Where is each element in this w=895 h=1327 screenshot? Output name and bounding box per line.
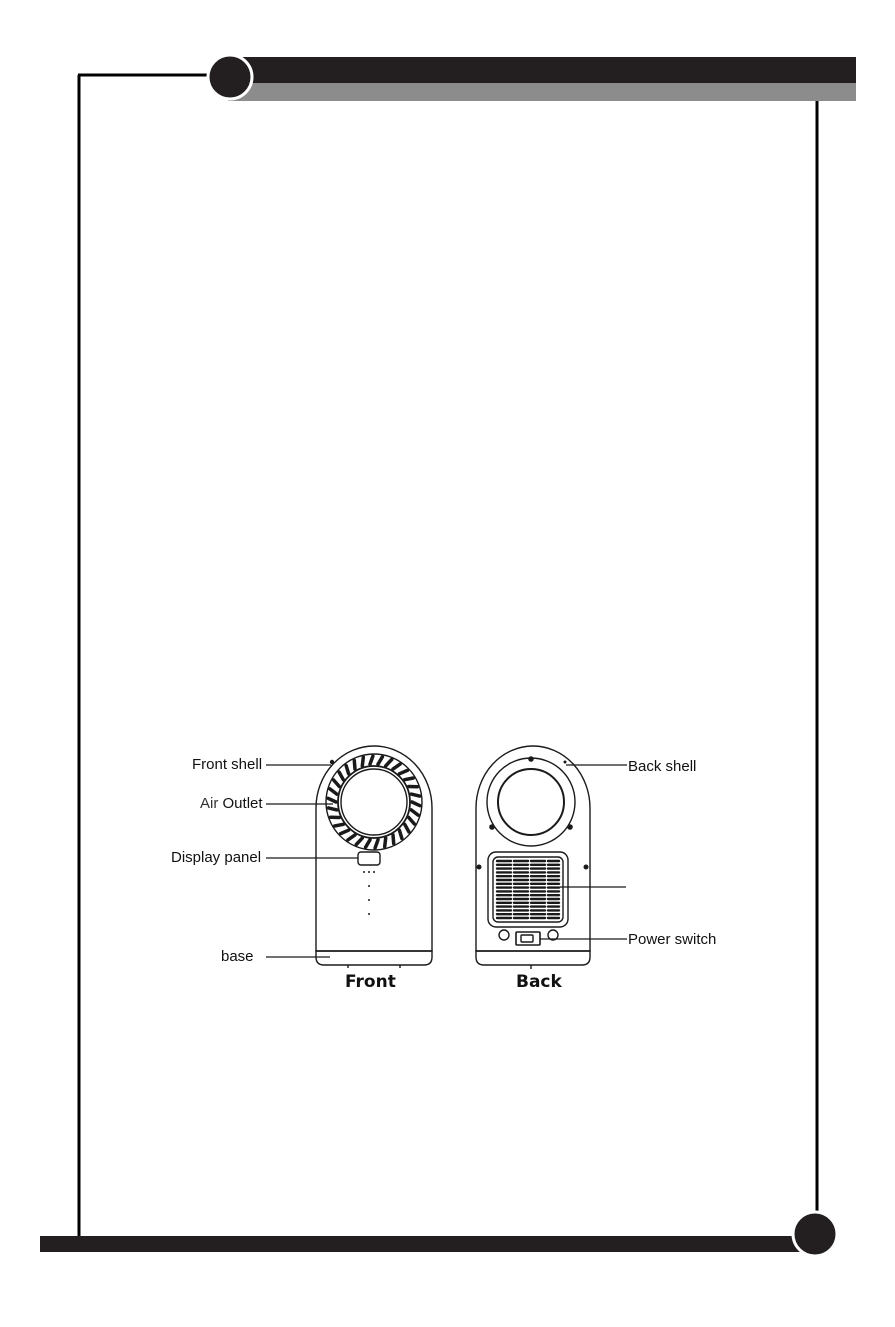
outlet-fin — [405, 778, 414, 780]
label-air-outlet — [200, 795, 263, 813]
back-power-rocker — [521, 935, 533, 942]
front-indicator-dots — [363, 871, 375, 915]
indicator-dot — [368, 913, 370, 915]
front-base — [316, 951, 432, 965]
outlet-fin — [409, 818, 415, 825]
outlet-fin — [386, 760, 392, 766]
outlet-fin — [362, 757, 363, 766]
view-title-back: Back — [516, 972, 562, 992]
front-outlet-inner-ring — [338, 766, 410, 838]
outlet-fin — [328, 808, 336, 810]
back-base — [476, 951, 590, 965]
outlet-fin — [399, 830, 402, 838]
outlet-fin — [411, 794, 419, 796]
outlet-fin — [348, 835, 355, 840]
back-foot-left — [499, 930, 509, 940]
screw — [489, 824, 495, 830]
outlet-fin — [405, 824, 409, 832]
back-view — [476, 746, 590, 969]
outlet-fin — [385, 838, 386, 847]
label-air-outlet-suffix: Outlet — [222, 795, 263, 812]
label-display-panel: Display panel — [171, 849, 262, 866]
outlet-fin — [393, 764, 400, 769]
outlet-fin — [399, 770, 407, 773]
back-body-outline — [476, 746, 590, 951]
front-shell-dot — [331, 761, 334, 764]
front-outlet-lens — [341, 769, 407, 835]
label-base: base — [221, 948, 254, 965]
label-front-shell: Front shell — [192, 756, 263, 773]
indicator-dot — [373, 871, 375, 873]
screw — [584, 865, 589, 870]
outlet-fin — [341, 830, 349, 833]
callout-lines — [266, 765, 627, 957]
back-shell-dot — [564, 761, 567, 764]
indicator-dot — [363, 871, 365, 873]
outlet-fin — [339, 772, 343, 780]
outlet-fin — [330, 789, 337, 794]
label-air-outlet-prefix: Air — [200, 795, 219, 812]
back-power-switch — [516, 932, 540, 945]
back-grille-slots — [497, 861, 559, 918]
outlet-fin — [412, 802, 420, 806]
label-power-switch: Power switch — [628, 931, 717, 948]
screw — [528, 756, 534, 762]
outlet-fin — [370, 756, 373, 764]
indicator-dot — [368, 871, 370, 873]
outlet-fin — [334, 780, 340, 787]
outlet-fin — [393, 835, 394, 844]
outlet-fin — [411, 810, 418, 815]
outlet-fin — [366, 840, 370, 847]
screw — [477, 865, 482, 870]
outlet-fin — [375, 840, 378, 848]
front-outlet-fins — [328, 756, 420, 848]
outlet-fin — [356, 838, 362, 844]
outlet-fin — [354, 761, 355, 770]
indicator-dot — [368, 885, 370, 887]
front-display-panel — [358, 852, 380, 865]
back-grille-frame — [488, 852, 568, 927]
outlet-fin — [328, 798, 336, 802]
label-back-shell: Back shell — [628, 758, 697, 775]
back-outlet-outer-ring — [487, 758, 575, 846]
back-outlet-lens — [498, 769, 564, 835]
outlet-fin — [335, 824, 344, 826]
indicator-dot — [368, 899, 370, 901]
back-grille-inner — [493, 857, 563, 922]
outlet-fin — [346, 766, 349, 774]
screw — [567, 824, 573, 830]
view-title-front: Front — [345, 972, 396, 992]
outlet-fin — [378, 757, 382, 764]
